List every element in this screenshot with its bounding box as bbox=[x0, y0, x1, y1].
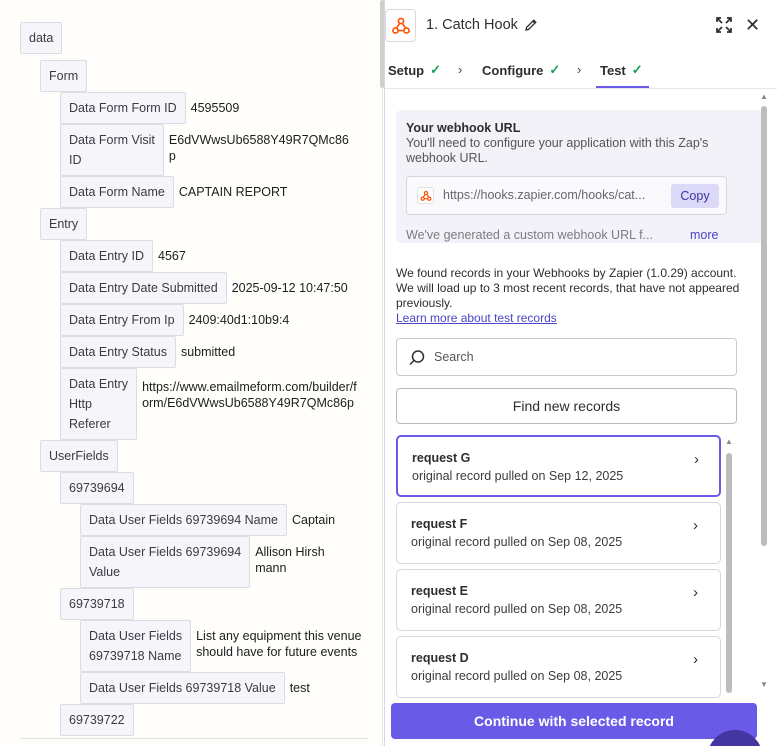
field-key-line: 69739718 Name bbox=[89, 649, 182, 663]
tree-row-f2-name[interactable] bbox=[80, 620, 371, 672]
tree-node-label: UserFields bbox=[40, 440, 118, 472]
record-item[interactable] bbox=[396, 569, 721, 631]
field-key-line: Value bbox=[89, 565, 121, 579]
webhook-app-icon bbox=[385, 9, 416, 42]
field-value: 2025-09-12 10:47:50 bbox=[231, 281, 348, 295]
tree-node-field-69739722[interactable] bbox=[60, 704, 134, 736]
chevron-right-icon: › bbox=[577, 62, 582, 77]
check-icon: ✓ bbox=[430, 62, 442, 77]
tree-node-label: Entry bbox=[40, 208, 87, 240]
webhook-icon bbox=[417, 187, 434, 204]
records-scroll-thumb[interactable] bbox=[726, 453, 732, 693]
tree-row-visit-id[interactable] bbox=[60, 124, 354, 176]
record-name: request F bbox=[411, 517, 468, 531]
tree-node-form[interactable] bbox=[40, 60, 87, 92]
scroll-up-arrow-icon[interactable]: ▲ bbox=[725, 437, 733, 446]
tree-node-field-69739718[interactable] bbox=[60, 588, 134, 620]
panel-header bbox=[385, 0, 777, 52]
active-tab-indicator bbox=[596, 86, 649, 88]
field-key: Data Entry Date Submitted bbox=[60, 272, 227, 304]
chevron-right-icon: › bbox=[458, 62, 463, 77]
scroll-up-arrow-icon[interactable]: ▲ bbox=[760, 92, 768, 101]
field-key-line: Data Form Visit bbox=[69, 133, 155, 147]
webhook-url-field[interactable] bbox=[406, 176, 727, 215]
chevron-right-icon: › bbox=[693, 651, 698, 668]
field-value: test bbox=[289, 681, 310, 695]
learn-more-link[interactable]: Learn more about test records bbox=[396, 311, 557, 325]
step-panel bbox=[384, 0, 777, 746]
tree-node-label: Form bbox=[40, 60, 87, 92]
tab-label: Test bbox=[600, 62, 626, 78]
field-value: 4567 bbox=[158, 249, 186, 263]
field-key-line: Data Entry bbox=[69, 377, 129, 391]
field-key-line: Data User Fields 69739694 bbox=[89, 545, 242, 559]
chevron-right-icon: › bbox=[693, 517, 698, 534]
found-records-text: We found records in your Webhooks by Zapier (1.0.29) account. We will load up to 3 most recent records, that have not appeared previously. bbox=[396, 266, 740, 310]
field-value: submitted bbox=[180, 345, 236, 359]
search-icon bbox=[408, 349, 426, 367]
field-value: Captain bbox=[292, 513, 336, 527]
tree-node-userfields[interactable] bbox=[40, 440, 118, 472]
tab-label: Configure bbox=[482, 62, 544, 78]
tree-row-form-name[interactable] bbox=[60, 176, 287, 208]
expand-icon[interactable] bbox=[715, 16, 733, 34]
field-value: 4595509 bbox=[190, 101, 240, 115]
records-scrollbar[interactable] bbox=[725, 437, 734, 692]
field-key bbox=[60, 368, 137, 440]
tree-node-label: 69739718 bbox=[60, 588, 134, 620]
find-new-records-button[interactable]: Find new records bbox=[396, 388, 737, 424]
webhook-url-card bbox=[396, 110, 764, 243]
test-content bbox=[385, 90, 777, 700]
field-key-line: Referer bbox=[69, 417, 111, 431]
check-icon: ✓ bbox=[549, 62, 561, 77]
field-key: Data Form Name bbox=[60, 176, 174, 208]
record-name: request G bbox=[412, 451, 471, 465]
field-key-line: Data User Fields bbox=[89, 629, 183, 643]
record-subtitle: original record pulled on Sep 08, 2025 bbox=[411, 535, 623, 549]
tree-node-entry[interactable] bbox=[40, 208, 87, 240]
step-tabs bbox=[385, 56, 777, 89]
record-subtitle: original record pulled on Sep 12, 2025 bbox=[412, 469, 624, 483]
record-name: request E bbox=[411, 584, 468, 598]
field-key: Data Form Form ID bbox=[60, 92, 186, 124]
tab-setup[interactable] bbox=[388, 62, 441, 78]
tree-row-status[interactable] bbox=[60, 336, 235, 368]
record-subtitle: original record pulled on Sep 08, 2025 bbox=[411, 669, 623, 683]
record-item[interactable] bbox=[396, 502, 721, 564]
tree-node-label: 69739694 bbox=[60, 472, 134, 504]
field-key: Data User Fields 69739718 Value bbox=[80, 672, 285, 704]
field-value: CAPTAIN REPORT bbox=[178, 185, 288, 199]
record-name: request D bbox=[411, 651, 469, 665]
scroll-down-arrow-icon[interactable]: ▼ bbox=[760, 680, 768, 689]
tree-row-form-id[interactable] bbox=[60, 92, 239, 124]
check-icon: ✓ bbox=[631, 62, 643, 77]
data-tree-panel bbox=[0, 0, 383, 746]
field-key: Data Entry Status bbox=[60, 336, 176, 368]
tree-node-label: 69739722 bbox=[60, 704, 134, 736]
chevron-right-icon: › bbox=[694, 451, 699, 468]
record-subtitle: original record pulled on Sep 08, 2025 bbox=[411, 602, 623, 616]
field-key bbox=[60, 124, 164, 176]
divider bbox=[20, 738, 368, 739]
tab-test[interactable] bbox=[600, 62, 643, 78]
tree-row-f1-name[interactable] bbox=[80, 504, 335, 536]
continue-button[interactable]: Continue with selected record bbox=[391, 703, 757, 739]
field-value: E6dVWwsUb6588Y49R7QMc86p bbox=[168, 133, 349, 163]
record-item[interactable] bbox=[396, 435, 721, 497]
tree-node-data[interactable] bbox=[20, 22, 62, 54]
tree-row-date-submitted[interactable] bbox=[60, 272, 348, 304]
chevron-right-icon: › bbox=[693, 584, 698, 601]
field-value: Allison Hirshmann bbox=[255, 545, 325, 575]
record-item[interactable] bbox=[396, 636, 721, 698]
search-placeholder: Search bbox=[434, 350, 474, 364]
field-key-line: Http bbox=[69, 397, 92, 411]
search-input[interactable] bbox=[396, 338, 737, 376]
tree-node-label: data bbox=[20, 22, 62, 54]
tree-row-from-ip[interactable] bbox=[60, 304, 289, 336]
close-icon[interactable]: ✕ bbox=[745, 15, 761, 35]
panel-scroll-thumb[interactable] bbox=[761, 106, 767, 546]
webhook-note: We've generated a custom webhook URL f... bbox=[406, 228, 653, 242]
panel-scrollbar[interactable] bbox=[760, 92, 769, 692]
edit-pencil-icon[interactable] bbox=[523, 17, 539, 33]
webhook-description: You'll need to configure your application with this Zap's webhook URL. bbox=[406, 136, 709, 165]
field-value: List any equipment this venue should have for future events bbox=[196, 629, 362, 659]
tree-row-f2-value[interactable] bbox=[80, 672, 310, 704]
field-key: Data Entry From Ip bbox=[60, 304, 184, 336]
step-title: 1. Catch Hook bbox=[426, 17, 518, 33]
field-key bbox=[80, 536, 250, 588]
field-value: https://www.emailmeform.com/builder/form/E6dVWwsUb6588Y49R7QMc86p bbox=[142, 380, 357, 410]
webhook-url: https://hooks.zapier.com/hooks/cat... bbox=[443, 188, 646, 202]
field-key: Data User Fields 69739694 Name bbox=[80, 504, 287, 536]
field-key: Data Entry ID bbox=[60, 240, 153, 272]
field-value: 2409:40d1:10b9:4 bbox=[188, 313, 290, 327]
tree-node-field-69739694[interactable] bbox=[60, 472, 134, 504]
field-key-line: ID bbox=[69, 153, 82, 167]
tree-row-f1-value[interactable] bbox=[80, 536, 325, 588]
field-key bbox=[80, 620, 191, 672]
tree-row-http-referer[interactable] bbox=[60, 368, 362, 440]
tab-configure[interactable] bbox=[482, 62, 560, 78]
more-link[interactable]: more bbox=[690, 228, 719, 242]
tab-label: Setup bbox=[388, 62, 425, 78]
tree-row-entry-id[interactable] bbox=[60, 240, 186, 272]
webhook-icon bbox=[391, 16, 411, 36]
webhook-title: Your webhook URL bbox=[406, 121, 521, 135]
copy-button[interactable]: Copy bbox=[671, 184, 719, 208]
